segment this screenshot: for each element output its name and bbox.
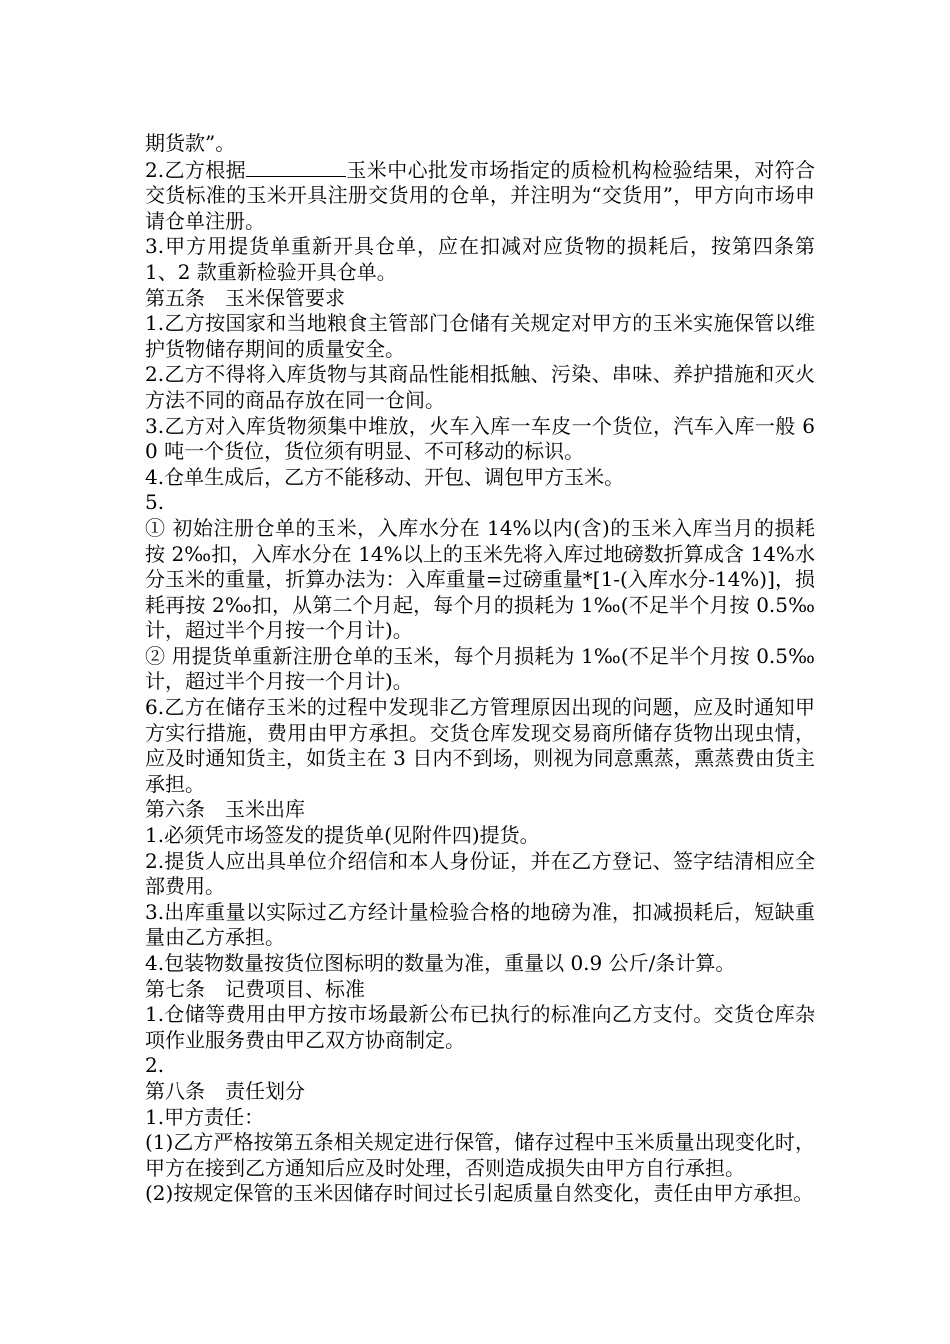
paragraph-5-2: 2.乙方不得将入库货物与其商品性能相抵触、污染、串味、养护措施和灭火方法不同的商品存放在同一仓间。 (145, 362, 815, 412)
paragraph-4-2 (145, 157, 815, 235)
article-7-heading: 第七条 记费项目、标准 (145, 976, 365, 1001)
paragraph-5-5: 5. (145, 490, 165, 515)
paragraph-6-4: 4.包装物数量按货位图标明的数量为准，重量以 0.9 公斤/条计算。 (145, 951, 736, 975)
paragraph-5-5-item-2: ② 用提货单重新注册仓单的玉米，每个月损耗为 1‰(不足半个月按 0.5‰计，超过半个月按一个月计)。 (145, 643, 815, 694)
blank-fill-line (246, 157, 346, 177)
paragraph-8-1-item-2: (2)按规定保管的玉米因储存时间过长引起质量自然变化，责任由甲方承担。 (145, 1181, 814, 1206)
paragraph-6-2: 2.提货人应出具单位介绍信和本人身份证，并在乙方登记、签字结清相应全部费用。 (145, 848, 815, 899)
article-5-heading: 第五条 玉米保管要求 (145, 285, 345, 310)
paragraph-8-1: 1.甲方责任： (145, 1104, 265, 1129)
paragraph-8-1-item-1: (1)乙方严格按第五条相关规定进行保管，储存过程中玉米质量出现变化时，甲方在接到乙方通知后应及时处理，否则造成损失由甲方自行承担。 (145, 1130, 815, 1180)
paragraph-6-1: 1.必须凭市场签发的提货单(见附件四)提货。 (145, 823, 540, 848)
paragraph-4-3: 3.甲方用提货单重新开具仓单，应在扣减对应货物的损耗后，按第四条第 1、2 款重新检验开具仓单。 (145, 234, 822, 284)
paragraph-4-2-lead: 2.乙方根据 (145, 157, 247, 182)
document-body (145, 131, 822, 1207)
paragraph-5-1: 1.乙方按国家和当地粮食主管部门仓储有关规定对甲方的玉米实施保管以维护货物储存期间的质量安全。 (145, 311, 815, 361)
paragraph-5-4: 4.仓单生成后，乙方不能移动、开包、调包甲方玉米。 (145, 464, 625, 489)
article-8-heading: 第八条 责任划分 (145, 1078, 305, 1103)
paragraph-6-3: 3.出库重量以实际过乙方经计量检验合格的地磅为准，扣减损耗后，短缺重量由乙方承担。 (145, 899, 815, 950)
paragraph-5-6: 6.乙方在储存玉米的过程中发现非乙方管理原因出现的问题，应及时通知甲方实行措施，费用由甲方承担。交货仓库发现交易商所储存货物出现虫情，应及时通知货主，如货主在 3 日内不到场，则视为同意熏蒸，熏蒸费由货主承担。 (145, 695, 815, 796)
paragraph-7-2: 2. (145, 1053, 165, 1078)
paragraph-5-3: 3.乙方对入库货物须集中堆放，火车入库一车皮一个货位，汽车入库一般 60 吨一个货位，货位须有明显、不可移动的标识。 (145, 413, 815, 464)
paragraph-continuation: 期货款”。 (145, 131, 236, 155)
paragraph-5-5-item-1: ① 初始注册仓单的玉米，入库水分在 14%以内(含)的玉米入库当月的损耗按 2‰扣，入库水分在 14%以上的玉米先将入库过地磅数折算成含 14%水分玉米的重量，折算办法为：入库重量=过磅重量*[1-(入库水分-14%)]，损耗再按 2‰扣，从第二个月起，每个月的损耗为 1‰(不足半个月按 0.5‰计，超过半个月按一个月计)。 (145, 515, 815, 643)
article-6-heading: 第六条 玉米出库 (145, 797, 305, 822)
paragraph-4-2-rest: 玉米中心批发市场指定的质检机构检验结果，对符合交货标准的玉米开具注册交货用的仓单，并注明为“交货用”，甲方向市场申请仓单注册。 (145, 157, 815, 233)
paragraph-7-1: 1.仓储等费用由甲方按市场最新公布已执行的标准向乙方支付。交货仓库杂项作业服务费由甲乙双方协商制定。 (145, 1002, 815, 1052)
